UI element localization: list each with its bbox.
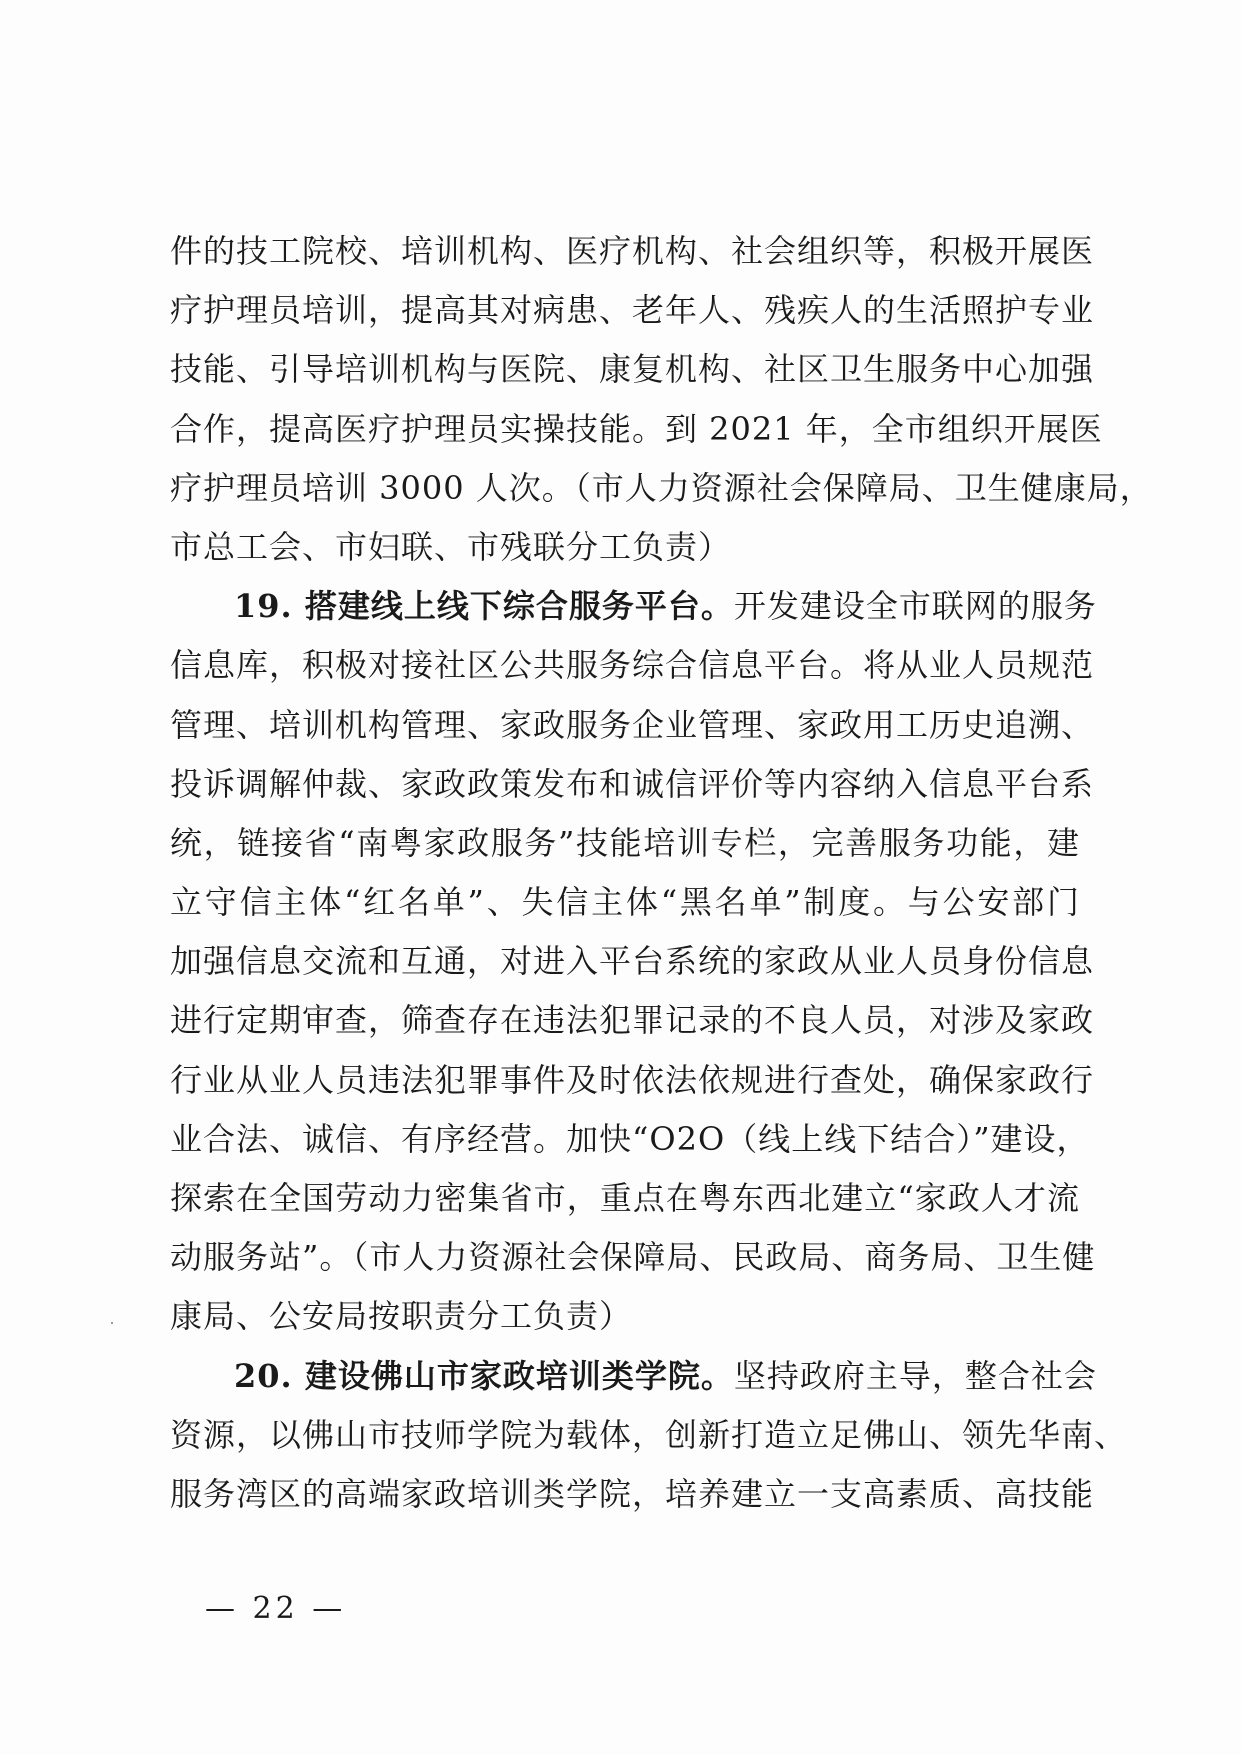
text-line: 动服务站”。（市人力资源社会保障局、民政局、商务局、卫生健 [170, 1238, 1096, 1277]
text-line: 投诉调解仲裁、家政政策发布和诚信评价等内容纳入信息平台系 [170, 764, 1095, 803]
text-line: 疗护理员培训，提高其对病患、老年人、残疾人的生活照护专业 [170, 291, 1095, 330]
text-line: 行业从业人员违法犯罪事件及时依法依规进行查处，确保家政行 [170, 1060, 1095, 1099]
text-line: 业合法、诚信、有序经营。加快“O2O（线上线下结合）”建设， [170, 1119, 1090, 1158]
item-20-heading: 20. 建设佛山市家政培训类学院。 [234, 1356, 734, 1395]
item-19-first-line [170, 577, 1097, 636]
page-number: — 22 — [205, 1591, 347, 1626]
text-line: 技能、引导培训机构与医院、康复机构、社区卫生服务中心加强 [170, 350, 1095, 389]
item-19-heading: 19. 搭建线上线下综合服务平台。 [234, 587, 734, 626]
text-line: 统，链接省“南粤家政服务”技能培训专栏，完善服务功能，建 [170, 823, 1080, 862]
body-text [170, 222, 1153, 1524]
text-line: 服务湾区的高端家政培训类学院，培养建立一支高素质、高技能 [170, 1474, 1095, 1513]
text-line: 康局、公安局按职责分工负责） [170, 1297, 633, 1336]
text-line: 加强信息交流和互通，对进入平台系统的家政从业人员身份信息 [170, 942, 1095, 981]
text-line: 信息库，积极对接社区公共服务综合信息平台。将从业人员规范 [170, 646, 1095, 685]
item-19-first-line-text: 开发建设全市联网的服务 [733, 587, 1097, 626]
item-20-first-line [170, 1347, 1097, 1406]
text-line: 件的技工院校、培训机构、医疗机构、社会组织等，积极开展医 [170, 232, 1095, 270]
text-line: 探索在全国劳动力密集省市，重点在粤东西北建立“家政人才流 [170, 1179, 1080, 1217]
text-line: 管理、培训机构管理、家政服务企业管理、家政用工历史追溯、 [170, 705, 1095, 744]
item-20-first-line-text: 坚持政府主导，整合社会 [733, 1356, 1097, 1395]
text-line: 市总工会、市妇联、市残联分工负责） [170, 527, 732, 566]
scan-dot [111, 1322, 113, 1324]
text-line: 资源，以佛山市技师学院为载体，创新打造立足佛山、领先华南、 [170, 1415, 1128, 1454]
text-line: 合作，提高医疗护理员实操技能。到 2021 年，全市组织开展医 [170, 409, 1103, 448]
text-line: 立守信主体“红名单”、失信主体“黑名单”制度。与公安部门 [170, 883, 1080, 922]
text-line: 疗护理员培训 3000 人次。（市人力资源社会保障局、卫生健康局， [170, 468, 1153, 507]
text-line: 进行定期审查，筛查存在违法犯罪记录的不良人员，对涉及家政 [170, 1001, 1095, 1040]
